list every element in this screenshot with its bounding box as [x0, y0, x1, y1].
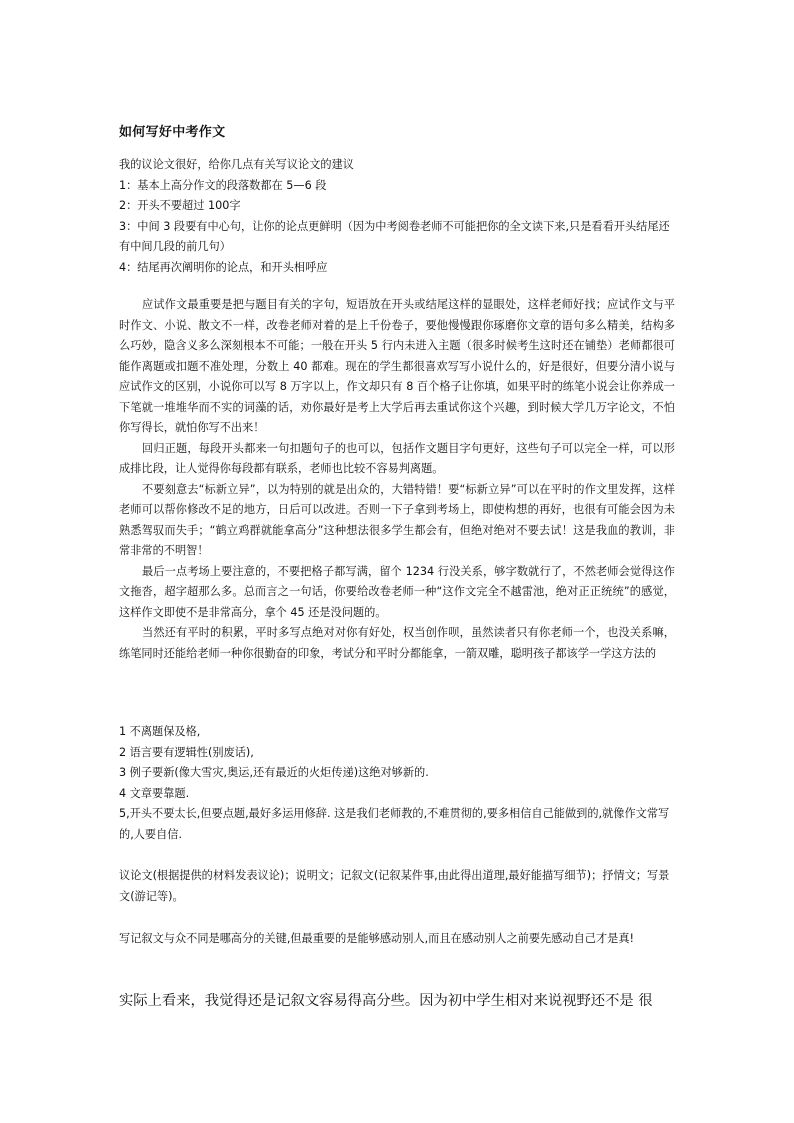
tip-5: 5,开头不要太长,但要点题,最好多运用修辞. 这是我们老师教的,不难贯彻的,要多相信自己能做到的,就像作文常写的,人要自信. [119, 807, 670, 841]
document-title: 如何写好中考作文 [119, 125, 226, 140]
intro-item-1: 1：基本上高分作文的段落数都在 5—6 段 [119, 178, 327, 192]
intro-section [119, 155, 675, 278]
intro-item-4: 4：结尾再次阐明你的论点，和开头相呼应 [119, 260, 328, 274]
body-paragraph-1: 应试作文最重要是把与题目有关的字句，短语放在开头或结尾这样的显眼处，这样老师好找；应试作文与平时作文、小说、散文不一样，改卷老师对着的是上千份卷子，要他慢慢跟你琢磨你文章的语句多么精美，结构多么巧妙，隐含义多么深刻根本不可能；一般在开头 5 行内未进入主题（很多时候考生这时还在铺垫）老师都很可能作离题或扣题不准处理，分数上 40 都难。现在的学生都很喜欢写写小说什么的，好是很好，但要分清小说与应试作文的区别，小说你可以写 8 万字以上，作文却只有 8 百个格子让你填，如果平时的练笔小说会让你养成一下笔就一堆堆华而不实的词藻的话，劝你最好是考上大学后再去重试你这个兴趣，到时候大学几万字论文，不怕你写得长，就怕你写不出来！ [119, 298, 675, 434]
intro-item-2: 2：开头不要超过 100字 [119, 199, 241, 212]
body-section [119, 295, 675, 664]
body-paragraph-2: 回归正题，每段开头都来一句扣题句子的也可以，包括作文题目字句更好，这些句子可以完全一样，可以形成排比段，让人觉得你每段都有联系，老师也比较不容易判离题。 [119, 441, 675, 475]
genres-text: 议论文(根据提供的材料发表议论)；说明文；记叙文(记叙某件事,由此得出道理,最好能描写细节)；抒情文；写景文(游记等)。 [119, 869, 670, 903]
tip-4: 4 文章要靠题. [119, 786, 190, 800]
tip-3: 3 例子要新(像大雪灾,奥运,还有最近的火炬传递)这绝对够新的. [119, 766, 429, 779]
genres-paragraph [119, 866, 675, 907]
body-paragraph-3: 不要刻意去“标新立异”，以为特别的就是出众的，大错特错！要“标新立异”可以在平时的作文里发挥，这样老师可以帮你修改不足的地方，日后可以改进。否则一下子拿到考场上，即使构想的再好，也很有可能会因为未熟悉驾驭而失手；“鹤立鸡群就能拿高分”这种想法很多学生都会有，但绝对绝对不要去试！这是我血的教训，非常非常的不明智！ [119, 482, 675, 557]
tip-1: 1 不离题保及格, [119, 725, 201, 738]
closing-paragraph: 实际上看来，我觉得还是记叙文容易得高分些。因为初中学生相对来说视野还不是 很 [119, 993, 653, 1009]
key-point-text: 写记叙文与众不同是哪高分的关键,但最重要的是能够感动别人,而且在感动别人之前要先感动自己才是真! [119, 932, 635, 945]
intro-item-3: 3：中间 3 段要有中心句，让你的论点更鲜明（因为中考阅卷老师不可能把你的全文读下来,只是看看开头结尾还有中间几段的前几句） [119, 219, 670, 253]
tips-list [119, 722, 675, 845]
intro-lead: 我的议论文很好，给你几点有关写议论文的建议 [119, 158, 354, 171]
body-paragraph-5: 当然还有平时的积累，平时多写点绝对对你有好处，权当创作呗，虽然读者只有你老师一个，也没关系嘛，练笔同时还能给老师一种你很勤奋的印象，考试分和平时分都能拿，一箭双雕，聪明孩子都该学一学这方法的 [119, 626, 675, 660]
body-paragraph-4: 最后一点考场上要注意的，不要把格子都写满，留个 1234 行没关系，够字数就行了，不然老师会觉得这作文拖沓，超字超那么多。总而言之一句话，你要给改卷老师一种“这作文完全不越雷池，绝对正正统统”的感觉，这样作文即使不是非常高分，拿个 45 还是没问题的。 [119, 564, 675, 619]
tip-2: 2 语言要有逻辑性(别废话), [119, 745, 254, 759]
key-point-paragraph [119, 929, 675, 950]
